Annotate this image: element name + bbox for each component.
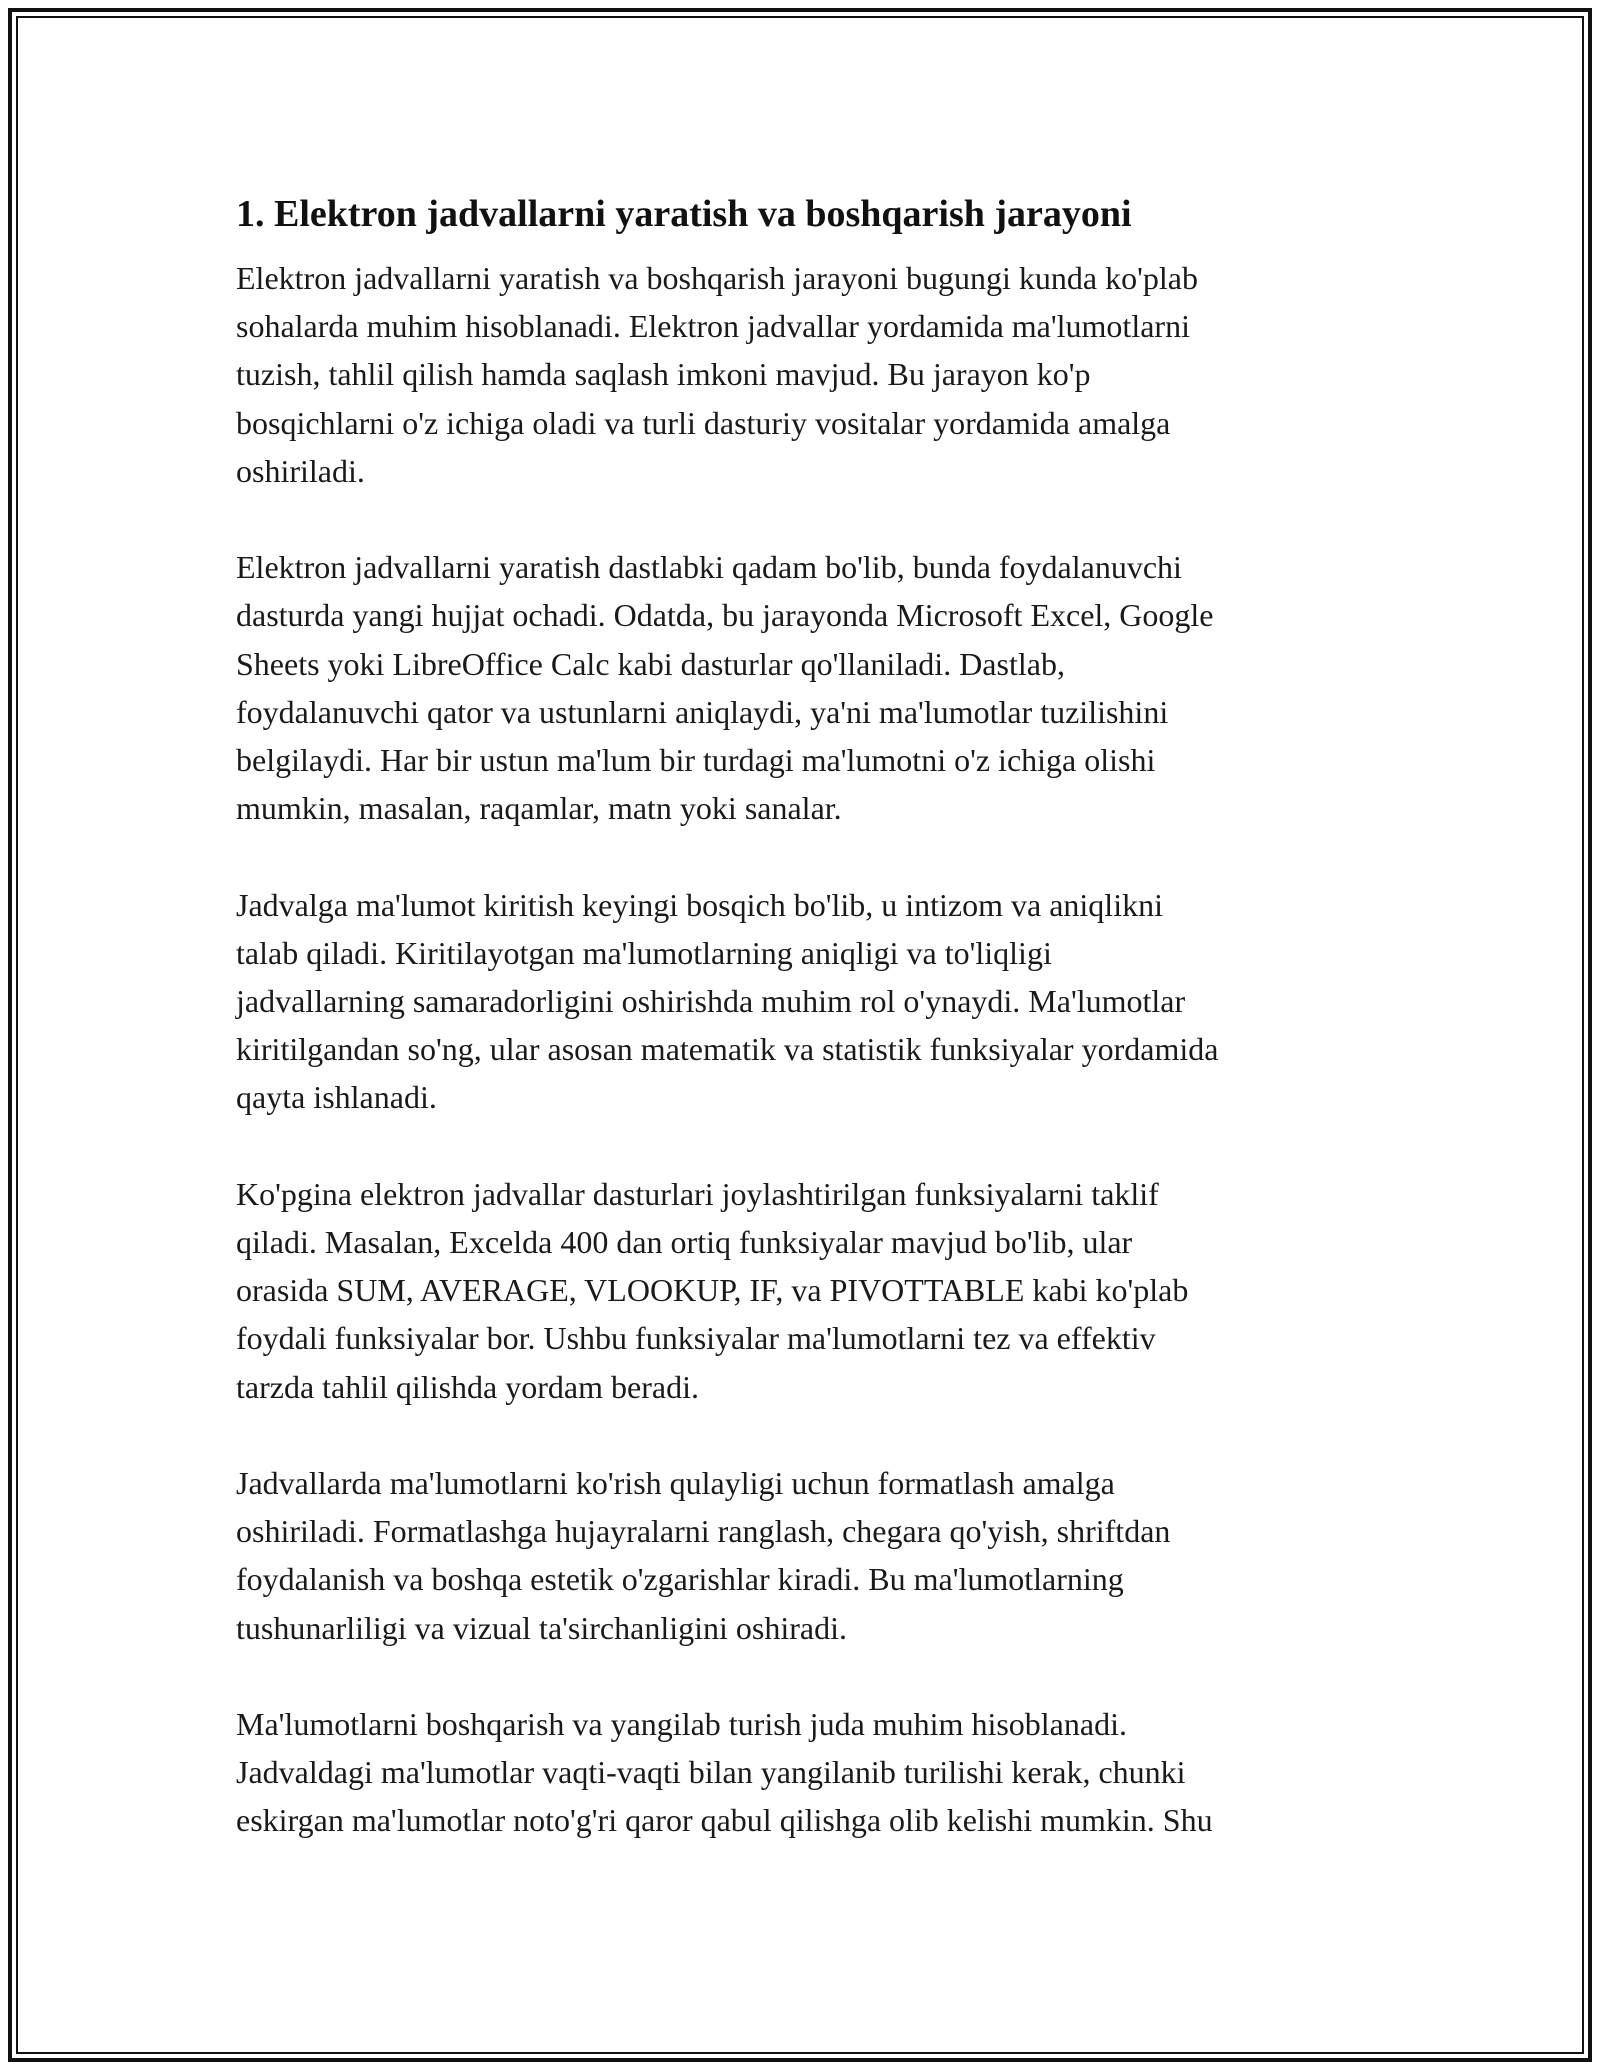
paragraph-line: dasturda yangi hujjat ochadi. Odatda, bu jarayonda Microsoft Excel, Google	[236, 597, 1214, 634]
paragraph-line: Ma'lumotlarni boshqarish va yangilab turish juda muhim hisoblanadi.	[236, 1706, 1127, 1743]
paragraph-line: foydali funksiyalar bor. Ushbu funksiyalar ma'lumotlarni tez va effektiv	[236, 1320, 1156, 1357]
paragraph	[236, 254, 1366, 495]
paragraph-line: foydalanish va boshqa estetik o'zgarishlar kiradi. Bu ma'lumotlarning	[236, 1561, 1124, 1598]
paragraph-line: Jadvalga ma'lumot kiritish keyingi bosqich bo'lib, u intizom va aniqlikni	[236, 886, 1163, 923]
paragraph-line: tuzish, tahlil qilish hamda saqlash imkoni mavjud. Bu jarayon ko'p	[236, 356, 1091, 393]
document-body	[236, 186, 1366, 1893]
paragraph-line: tarzda tahlil qilishda yordam beradi.	[236, 1368, 699, 1405]
paragraph	[236, 543, 1366, 832]
paragraph-line: belgilaydi. Har bir ustun ma'lum bir turdagi ma'lumotni o'z ichiga olishi	[236, 742, 1156, 779]
paragraph-line: mumkin, masalan, raqamlar, matn yoki sanalar.	[236, 790, 842, 827]
paragraph	[236, 1700, 1366, 1845]
paragraph-line: foydalanuvchi qator va ustunlarni aniqlaydi, ya'ni ma'lumotlar tuzilishini	[236, 693, 1169, 730]
paragraph-line: Elektron jadvallarni yaratish va boshqarish jarayoni bugungi kunda ko'plab	[236, 260, 1198, 296]
paragraph	[236, 881, 1366, 1122]
paragraph-list	[236, 254, 1366, 1845]
paragraph-line: talab qiladi. Kiritilayotgan ma'lumotlarning aniqligi va to'liqligi	[236, 934, 1052, 971]
paragraph-line: qiladi. Masalan, Excelda 400 dan ortiq funksiyalar mavjud bo'lib, ular	[236, 1224, 1133, 1261]
section-heading: 1. Elektron jadvallarni yaratish va boshqarish jarayoni	[236, 193, 1132, 235]
paragraph-line: tushunarliligi va vizual ta'sirchanligini oshiradi.	[236, 1609, 847, 1646]
paragraph-line: jadvallarning samaradorligini oshirishda muhim rol o'ynaydi. Ma'lumotlar	[236, 983, 1186, 1020]
paragraph-line: Jadvallarda ma'lumotlarni ko'rish qulayligi uchun formatlash amalga	[236, 1465, 1115, 1502]
paragraph-line: eskirgan ma'lumotlar noto'g'ri qaror qabul qilishga olib kelishi mumkin. Shu	[236, 1802, 1213, 1839]
paragraph	[236, 1459, 1366, 1652]
paragraph-line: bosqichlarni o'z ichiga oladi va turli dasturiy vositalar yordamida amalga	[236, 404, 1171, 441]
paragraph-line: orasida SUM, AVERAGE, VLOOKUP, IF, va PIVOTTABLE kabi ko'plab	[236, 1272, 1189, 1309]
paragraph-line: Ko'pgina elektron jadvallar dasturlari joylashtirilgan funksiyalarni taklif	[236, 1175, 1159, 1212]
paragraph-line: qayta ishlanadi.	[236, 1079, 437, 1116]
paragraph-line: oshiriladi.	[236, 452, 365, 489]
paragraph-line: oshiriladi. Formatlashga hujayralarni ranglash, chegara qo'yish, shriftdan	[236, 1513, 1171, 1550]
paragraph-line: Jadvaldagi ma'lumotlar vaqti-vaqti bilan yangilanib turilishi kerak, chunki	[236, 1754, 1186, 1791]
paragraph-line: sohalarda muhim hisoblanadi. Elektron jadvallar yordamida ma'lumotlarni	[236, 308, 1190, 345]
paragraph	[236, 1170, 1366, 1411]
paragraph-line: Elektron jadvallarni yaratish dastlabki qadam bo'lib, bunda foydalanuvchi	[236, 549, 1182, 586]
paragraph-line: kiritilgandan so'ng, ular asosan matematik va statistik funksiyalar yordamida	[236, 1031, 1219, 1068]
paragraph-line: Sheets yoki LibreOffice Calc kabi dasturlar qo'llaniladi. Dastlab,	[236, 645, 1065, 682]
